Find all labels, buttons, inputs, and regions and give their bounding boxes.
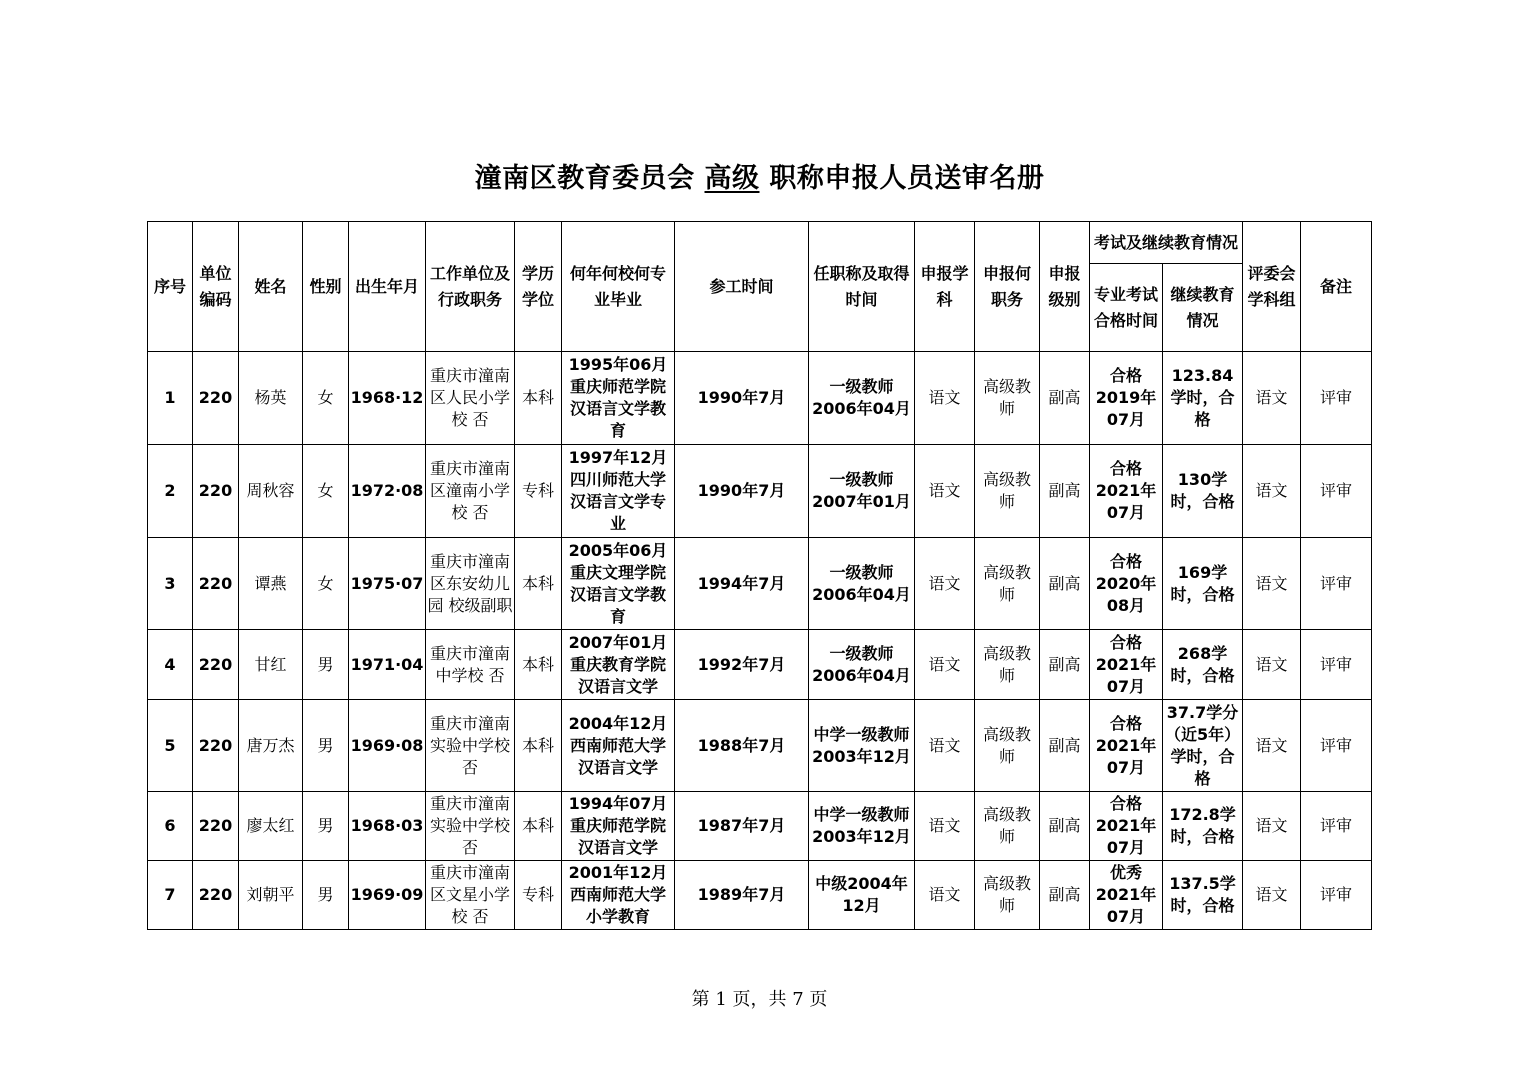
cell-exam-pass-text: 合格2021年07月 <box>1095 632 1157 696</box>
cell-panel <box>1243 445 1301 538</box>
cell-level-text: 副高 <box>1048 388 1081 407</box>
header-workplace: 工作单位及行政职务 <box>426 222 515 352</box>
cell-subject <box>915 538 975 630</box>
cell-unit-code <box>193 861 239 930</box>
cell-level-text: 副高 <box>1048 735 1081 755</box>
cell-current-title <box>809 538 915 630</box>
cell-position <box>975 700 1040 792</box>
cell-seq-text: 1 <box>164 388 176 407</box>
table-row <box>148 792 1372 861</box>
cell-unit-code-text: 220 <box>198 388 233 407</box>
cell-gender <box>303 538 349 630</box>
cell-exam-pass <box>1090 792 1163 861</box>
header-work-start: 参工时间 <box>675 222 809 352</box>
cell-workplace <box>426 352 515 445</box>
cell-name <box>239 792 303 861</box>
cell-birth <box>349 445 426 538</box>
cell-education-text: 本科 <box>521 654 554 674</box>
cell-education-text: 专科 <box>521 481 554 500</box>
cell-panel <box>1243 538 1301 630</box>
cell-gender-text: 男 <box>317 654 334 674</box>
cell-position <box>975 792 1040 861</box>
cell-name-text: 杨英 <box>254 388 287 407</box>
table-row <box>148 630 1372 700</box>
header-exam-group: 考试及继续教育情况 <box>1090 222 1243 264</box>
cell-position-text: 高级教师 <box>982 643 1031 685</box>
cell-remarks <box>1301 630 1372 700</box>
roster-body <box>148 352 1372 930</box>
cell-continuing <box>1163 700 1243 792</box>
cell-graduation <box>562 538 675 630</box>
cell-graduation <box>562 700 675 792</box>
cell-remarks-text: 评审 <box>1320 573 1353 593</box>
cell-continuing-text: 169学时，合格 <box>1170 562 1235 604</box>
cell-name <box>239 700 303 792</box>
cell-graduation <box>562 861 675 930</box>
cell-subject-text: 语文 <box>928 388 961 407</box>
cell-education <box>515 538 562 630</box>
cell-graduation-text: 2007年01月重庆教育学院汉语言文学 <box>568 632 668 696</box>
cell-position <box>975 538 1040 630</box>
cell-panel-text: 语文 <box>1255 816 1288 835</box>
cell-subject <box>915 861 975 930</box>
cell-name-text: 唐万杰 <box>246 735 295 755</box>
cell-work-start <box>675 792 809 861</box>
cell-birth <box>349 538 426 630</box>
cell-remarks-text: 评审 <box>1320 885 1353 904</box>
page-footer: 第 1 页，共 7 页 <box>691 989 828 1010</box>
cell-gender <box>303 445 349 538</box>
cell-seq <box>148 700 193 792</box>
cell-exam-pass-text: 合格2021年07月 <box>1095 459 1157 522</box>
cell-position-text: 高级教师 <box>982 805 1031 846</box>
cell-continuing-text: 137.5学时，合格 <box>1169 874 1236 915</box>
cell-education <box>515 445 562 538</box>
cell-level-text: 副高 <box>1048 481 1081 500</box>
cell-name-text: 刘朝平 <box>246 885 295 904</box>
header-graduation: 何年何校何专业毕业 <box>562 222 675 352</box>
header-seq: 序号 <box>148 222 193 352</box>
cell-work-start-text: 1989年7月 <box>697 885 786 904</box>
cell-workplace <box>426 700 515 792</box>
cell-exam-pass <box>1090 352 1163 445</box>
cell-continuing <box>1163 792 1243 861</box>
cell-continuing <box>1163 352 1243 445</box>
cell-work-start <box>675 861 809 930</box>
header-unit-code: 单位编码 <box>193 222 239 352</box>
table-row <box>148 538 1372 630</box>
cell-name-text: 甘红 <box>254 654 287 674</box>
page-title <box>0 156 1519 195</box>
cell-exam-pass <box>1090 861 1163 930</box>
header-position: 申报何职务 <box>975 222 1040 352</box>
cell-gender <box>303 792 349 861</box>
cell-exam-pass <box>1090 445 1163 538</box>
cell-panel-text: 语文 <box>1255 573 1288 593</box>
table-row <box>148 352 1372 445</box>
cell-exam-pass-text: 合格2019年07月 <box>1095 366 1157 429</box>
cell-exam-pass-text: 合格2021年07月 <box>1095 713 1157 777</box>
cell-subject-text: 语文 <box>928 654 961 674</box>
cell-continuing <box>1163 861 1243 930</box>
cell-workplace-text: 重庆市潼南区人民小学校 否 <box>429 366 510 429</box>
cell-seq-text: 5 <box>164 735 176 755</box>
cell-remarks-text: 评审 <box>1320 816 1353 835</box>
cell-current-title-text: 中级2004年12月 <box>815 874 908 915</box>
cell-remarks <box>1301 792 1372 861</box>
cell-graduation <box>562 792 675 861</box>
cell-seq-text: 3 <box>164 573 176 593</box>
cell-graduation <box>562 630 675 700</box>
cell-continuing-text: 268学时，合格 <box>1170 643 1235 685</box>
header-subject: 申报学科 <box>915 222 975 352</box>
cell-position <box>975 352 1040 445</box>
cell-birth-text: 1971·04 <box>350 654 424 674</box>
cell-level-text: 副高 <box>1048 885 1081 904</box>
cell-current-title-text: 一级教师2006年04月 <box>812 377 911 418</box>
cell-seq <box>148 538 193 630</box>
cell-unit-code-text: 220 <box>198 816 233 835</box>
cell-position <box>975 861 1040 930</box>
header-continuing: 继续教育情况 <box>1163 264 1243 352</box>
cell-name-text: 廖太红 <box>246 816 295 835</box>
cell-unit-code <box>193 630 239 700</box>
cell-remarks <box>1301 352 1372 445</box>
cell-panel-text: 语文 <box>1255 388 1288 407</box>
cell-continuing-text: 172.8学时，合格 <box>1169 805 1236 846</box>
cell-workplace <box>426 861 515 930</box>
cell-level-text: 副高 <box>1048 654 1081 674</box>
cell-continuing <box>1163 630 1243 700</box>
cell-level <box>1040 630 1090 700</box>
cell-exam-pass <box>1090 630 1163 700</box>
cell-unit-code-text: 220 <box>198 481 233 500</box>
header-birth: 出生年月 <box>349 222 426 352</box>
cell-remarks <box>1301 861 1372 930</box>
cell-level-text: 副高 <box>1048 573 1081 593</box>
cell-position <box>975 630 1040 700</box>
header-panel: 评委会学科组 <box>1243 222 1301 352</box>
header-exam-pass: 专业考试合格时间 <box>1090 264 1163 352</box>
cell-workplace-text: 重庆市潼南区东安幼儿园 校级副职 <box>427 551 513 615</box>
cell-work-start <box>675 352 809 445</box>
cell-level <box>1040 861 1090 930</box>
cell-subject-text: 语文 <box>928 481 961 500</box>
cell-exam-pass-text: 合格2021年07月 <box>1095 794 1157 857</box>
cell-remarks-text: 评审 <box>1320 654 1353 674</box>
cell-graduation-text: 1994年07月重庆师范学院汉语言文学 <box>568 794 668 857</box>
cell-unit-code <box>193 700 239 792</box>
cell-continuing-text: 123.84学时，合格 <box>1170 366 1235 429</box>
cell-workplace-text: 重庆市潼南区潼南小学校 否 <box>429 459 510 522</box>
cell-continuing-text: 130学时，合格 <box>1170 470 1235 511</box>
cell-unit-code <box>193 445 239 538</box>
cell-current-title-text: 一级教师2006年04月 <box>812 643 911 685</box>
cell-seq <box>148 630 193 700</box>
cell-workplace-text: 重庆市潼南实验中学校 否 <box>429 794 510 857</box>
cell-unit-code <box>193 538 239 630</box>
cell-position-text: 高级教师 <box>982 377 1031 418</box>
cell-panel-text: 语文 <box>1255 885 1288 904</box>
cell-seq-text: 6 <box>164 816 176 835</box>
cell-name <box>239 538 303 630</box>
cell-continuing <box>1163 538 1243 630</box>
cell-level <box>1040 792 1090 861</box>
cell-name <box>239 352 303 445</box>
cell-seq-text: 7 <box>164 885 176 904</box>
cell-workplace <box>426 445 515 538</box>
cell-gender <box>303 700 349 792</box>
cell-education-text: 本科 <box>521 816 554 835</box>
header-name: 姓名 <box>239 222 303 352</box>
cell-level-text: 副高 <box>1048 816 1081 835</box>
cell-subject-text: 语文 <box>928 816 961 835</box>
title-prefix: 潼南区教育委员会 <box>474 163 695 194</box>
header-remarks: 备注 <box>1301 222 1372 352</box>
cell-education <box>515 792 562 861</box>
cell-birth <box>349 792 426 861</box>
cell-subject <box>915 792 975 861</box>
cell-birth <box>349 630 426 700</box>
cell-education-text: 专科 <box>521 885 554 904</box>
cell-seq <box>148 352 193 445</box>
cell-unit-code-text: 220 <box>198 885 233 904</box>
cell-unit-code <box>193 352 239 445</box>
cell-subject-text: 语文 <box>928 735 961 755</box>
cell-position-text: 高级教师 <box>982 724 1031 766</box>
cell-current-title-text: 中学一级教师2003年12月 <box>812 805 911 846</box>
cell-graduation-text: 2005年06月重庆文理学院汉语言文学教育 <box>568 540 668 626</box>
cell-workplace <box>426 792 515 861</box>
cell-gender <box>303 861 349 930</box>
cell-seq-text: 2 <box>164 481 176 500</box>
roster-table <box>147 221 1372 930</box>
cell-birth-text: 1968·03 <box>350 816 424 835</box>
cell-remarks-text: 评审 <box>1320 481 1353 500</box>
cell-birth-text: 1968·12 <box>350 388 424 407</box>
cell-subject <box>915 630 975 700</box>
cell-graduation-text: 1995年06月重庆师范学院汉语言文学教育 <box>568 355 668 440</box>
cell-education-text: 本科 <box>521 388 554 407</box>
cell-subject <box>915 700 975 792</box>
table-row <box>148 445 1372 538</box>
cell-level <box>1040 445 1090 538</box>
cell-work-start-text: 1990年7月 <box>697 388 786 407</box>
cell-work-start-text: 1990年7月 <box>697 481 786 500</box>
cell-position-text: 高级教师 <box>982 562 1031 604</box>
header-current-title: 任职称及取得时间 <box>809 222 915 352</box>
cell-education <box>515 630 562 700</box>
cell-panel-text: 语文 <box>1255 735 1288 755</box>
cell-current-title <box>809 792 915 861</box>
cell-birth-text: 1972·08 <box>350 481 424 500</box>
cell-panel <box>1243 700 1301 792</box>
cell-education-text: 本科 <box>521 573 554 593</box>
cell-position-text: 高级教师 <box>982 470 1031 511</box>
cell-subject <box>915 445 975 538</box>
cell-work-start-text: 1994年7月 <box>697 573 786 593</box>
cell-gender-text: 男 <box>317 885 334 904</box>
cell-remarks <box>1301 538 1372 630</box>
cell-exam-pass <box>1090 700 1163 792</box>
cell-workplace-text: 重庆市潼南实验中学校 否 <box>429 713 510 777</box>
cell-gender <box>303 352 349 445</box>
cell-subject-text: 语文 <box>928 573 961 593</box>
table-row <box>148 700 1372 792</box>
cell-current-title-text: 中学一级教师2003年12月 <box>812 724 911 766</box>
cell-gender-text: 女 <box>317 481 334 500</box>
cell-current-title <box>809 352 915 445</box>
cell-level <box>1040 352 1090 445</box>
cell-birth <box>349 861 426 930</box>
cell-exam-pass <box>1090 538 1163 630</box>
cell-remarks-text: 评审 <box>1320 735 1353 755</box>
cell-education <box>515 352 562 445</box>
cell-exam-pass-text: 合格2020年08月 <box>1095 551 1157 615</box>
cell-current-title-text: 一级教师2006年04月 <box>812 562 911 604</box>
cell-work-start-text: 1988年7月 <box>697 735 786 755</box>
cell-current-title <box>809 861 915 930</box>
cell-workplace-text: 重庆市潼南中学校 否 <box>429 643 510 685</box>
cell-remarks-text: 评审 <box>1320 388 1353 407</box>
cell-gender-text: 女 <box>317 388 334 407</box>
cell-exam-pass-text: 优秀2021年07月 <box>1095 863 1157 926</box>
cell-name-text: 周秋容 <box>246 481 295 500</box>
cell-current-title <box>809 630 915 700</box>
cell-unit-code-text: 220 <box>198 654 233 674</box>
cell-workplace <box>426 630 515 700</box>
cell-panel <box>1243 630 1301 700</box>
cell-name <box>239 861 303 930</box>
cell-current-title <box>809 700 915 792</box>
cell-seq <box>148 445 193 538</box>
cell-graduation-text: 1997年12月四川师范大学汉语言文学专业 <box>568 448 668 533</box>
cell-workplace-text: 重庆市潼南区文星小学校 否 <box>429 863 510 926</box>
cell-panel <box>1243 352 1301 445</box>
cell-gender-text: 男 <box>317 735 334 755</box>
cell-work-start <box>675 630 809 700</box>
cell-panel-text: 语文 <box>1255 481 1288 500</box>
cell-birth-text: 1969·09 <box>350 885 424 904</box>
cell-graduation <box>562 445 675 538</box>
cell-panel <box>1243 861 1301 930</box>
cell-position <box>975 445 1040 538</box>
cell-panel-text: 语文 <box>1255 654 1288 674</box>
cell-gender <box>303 630 349 700</box>
cell-name <box>239 630 303 700</box>
cell-continuing-text: 37.7学分（近5年）学时，合格 <box>1164 702 1241 788</box>
cell-unit-code <box>193 792 239 861</box>
cell-work-start <box>675 538 809 630</box>
cell-work-start-text: 1987年7月 <box>697 816 786 835</box>
cell-work-start <box>675 445 809 538</box>
cell-position-text: 高级教师 <box>982 874 1031 915</box>
cell-remarks <box>1301 445 1372 538</box>
header-level: 申报级别 <box>1040 222 1090 352</box>
cell-birth-text: 1975·07 <box>350 573 424 593</box>
cell-work-start-text: 1992年7月 <box>697 654 786 674</box>
cell-birth <box>349 700 426 792</box>
cell-subject-text: 语文 <box>928 885 961 904</box>
cell-education-text: 本科 <box>521 735 554 755</box>
header-education: 学历学位 <box>515 222 562 352</box>
title-suffix: 职称申报人员送审名册 <box>769 163 1045 194</box>
cell-current-title-text: 一级教师2007年01月 <box>812 470 911 511</box>
cell-seq-text: 4 <box>164 654 176 674</box>
cell-birth-text: 1969·08 <box>350 735 424 755</box>
cell-level <box>1040 700 1090 792</box>
cell-birth <box>349 352 426 445</box>
cell-name-text: 谭燕 <box>254 573 287 593</box>
cell-education <box>515 700 562 792</box>
cell-unit-code-text: 220 <box>198 573 233 593</box>
cell-gender-text: 男 <box>317 816 334 835</box>
cell-seq <box>148 861 193 930</box>
cell-graduation <box>562 352 675 445</box>
header-gender: 性别 <box>303 222 349 352</box>
cell-subject <box>915 352 975 445</box>
cell-remarks <box>1301 700 1372 792</box>
cell-seq <box>148 792 193 861</box>
cell-level <box>1040 538 1090 630</box>
title-level: 高级 <box>704 163 760 194</box>
cell-graduation-text: 2001年12月西南师范大学小学教育 <box>568 863 668 926</box>
cell-current-title <box>809 445 915 538</box>
cell-education <box>515 861 562 930</box>
cell-graduation-text: 2004年12月西南师范大学汉语言文学 <box>568 713 668 777</box>
table-row <box>148 861 1372 930</box>
cell-unit-code-text: 220 <box>198 735 233 755</box>
cell-name <box>239 445 303 538</box>
cell-continuing <box>1163 445 1243 538</box>
cell-work-start <box>675 700 809 792</box>
cell-gender-text: 女 <box>317 573 334 593</box>
cell-workplace <box>426 538 515 630</box>
cell-panel <box>1243 792 1301 861</box>
